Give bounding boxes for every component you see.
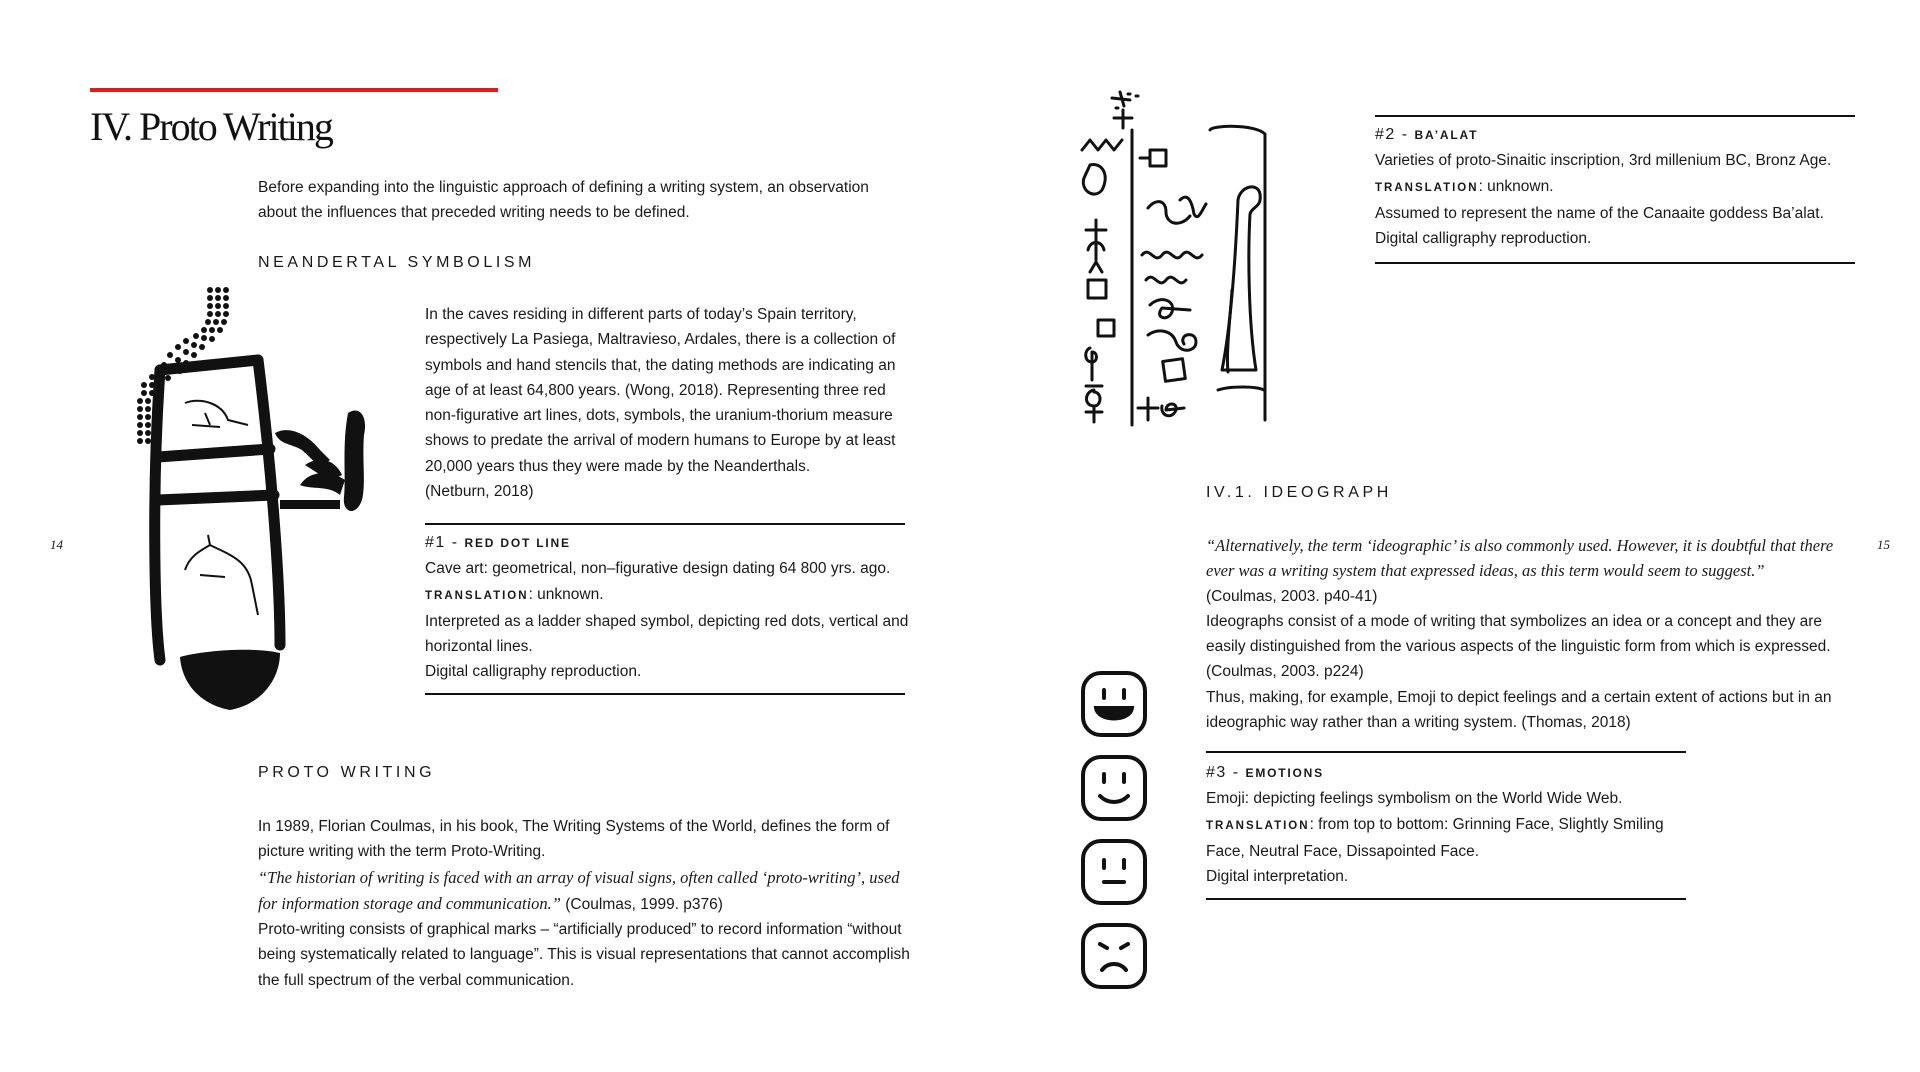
wave-2 [1146, 277, 1186, 283]
caption1-top-rule [425, 523, 905, 525]
curl-1 [1150, 300, 1190, 318]
ideograph-quote: “Alternatively, the term ‘ideographic’ is also commonly used. However, it is doubtful that there ever was a writing system that expressed ideas, as this term would seem to suggest.” [1206, 536, 1834, 581]
caption1-line3: Interpreted as a ladder shaped symbol, depicting red dots, vertical and horizontal lines. [425, 612, 909, 656]
caption3-bottom-rule [1206, 898, 1686, 900]
animal-2 [185, 535, 258, 615]
ideograph-citation-1: (Coulmas, 2003. p40-41) [1206, 587, 1378, 605]
caption2-translation-value: : unknown. [1478, 177, 1554, 195]
dark-cap [180, 650, 280, 710]
ideograph-citation-2: (Coulmas, 2003. p224) [1206, 663, 1364, 681]
proto-quote-block [258, 865, 913, 918]
grinning-face-icon [1083, 673, 1145, 735]
snake-1 [1148, 202, 1190, 224]
caption-emotions [1206, 760, 1696, 889]
caption1-name: RED DOT LINE [464, 536, 571, 550]
caption1-bottom-rule [425, 693, 905, 695]
box-2 [1088, 280, 1106, 298]
caption3-translation-value: : from top to bottom: Grinning Face, Slightly Smiling Face, Neutral Face, Dissapointed Face. [1206, 815, 1664, 860]
caption3-translation-label: TRANSLATION [1206, 819, 1310, 832]
caption1-translation-value: : unknown. [528, 585, 604, 603]
frame-right [1210, 126, 1265, 420]
neandertal-body [425, 302, 910, 504]
ideograph-paragraph-1: Ideographs consist of a mode of writing that symbolizes an idea or a concept and they are easily distinguished from the various aspects of the linguistic form from which is expressed. [1206, 612, 1831, 656]
caption1-translation [425, 582, 910, 609]
loops-vertical [1086, 348, 1102, 422]
caption2-bottom-rule [1375, 262, 1855, 264]
oval-1 [1083, 165, 1105, 195]
neandertal-paragraph: In the caves residing in different parts of today’s Spain territory, respectively La Pasiega, Maltravieso, Ardales, there is a collection of symbols and hand stencils that, the dating methods are indicating an age of at least 64,800 years. (Wong, 2018). Representing three red non-figurative art lines, dots, symbols, the uranium-thorium measure shows to predate the arrival of modern humans to Europe by at least 20,000 years thus they were made by the Neanderthals. [425, 306, 896, 475]
page-number-right: 15 [1877, 537, 1890, 552]
caption1-translation-label: TRANSLATION [425, 589, 529, 602]
person-glyph [1086, 220, 1106, 272]
caption3-translation [1206, 812, 1696, 865]
caption2-top-rule [1375, 115, 1855, 117]
box-4 [1163, 359, 1186, 382]
neandertal-heading: NEANDERTAL SYMBOLISM [258, 254, 536, 271]
caption3-name: EMOTIONS [1245, 766, 1324, 780]
ideograph-paragraph-2: Thus, making, for example, Emoji to depict feelings and a certain extent of actions but in an ideographic way rather than a writing system. (Thomas, 2018) [1206, 688, 1832, 732]
caption3-top-rule [1206, 751, 1686, 753]
chapter-title: IV. Proto Writing [90, 104, 332, 149]
proto-writing-heading: PROTO WRITING [258, 764, 436, 781]
caption-baalat [1375, 122, 1865, 251]
neutral-face-icon [1083, 841, 1145, 903]
caption1-title [425, 530, 910, 556]
snake-2 [1180, 197, 1206, 217]
neandertal-citation: (Netburn, 2018) [425, 483, 534, 501]
caption2-translation-label: TRANSLATION [1375, 181, 1479, 194]
hand-figure [275, 410, 365, 511]
caption3-line3: Digital interpretation. [1206, 868, 1349, 886]
box-3 [1098, 320, 1114, 336]
emoji-faces-illustration [1080, 670, 1150, 990]
proto-writing-body [258, 814, 913, 993]
ideograph-body [1206, 533, 1846, 735]
caption1-number: #1 - [425, 534, 465, 551]
caption2-name: BA’ALAT [1414, 128, 1479, 142]
wave-1 [1142, 252, 1202, 258]
caption1-line1: Cave art: geometrical, non–figurative design dating 64 800 yrs. ago. [425, 560, 891, 578]
proto-paragraph-2: Proto-writing consists of graphical marks – “artificially produced” to record information “without being systematically related to language”. This is visual representations that cannot accomplish the full spectrum of the verbal communication. [258, 921, 910, 989]
intro-paragraph: Before expanding into the linguistic approach of defining a writing system, an observation about the influences that preceded writing needs to be defined. [258, 179, 869, 222]
bottom-glyph [1138, 398, 1184, 420]
curl-2 [1148, 331, 1196, 350]
figure-inner [1218, 187, 1264, 390]
proto-quote-citation: (Coulmas, 1999. p376) [560, 895, 723, 913]
proto-paragraph-1: In 1989, Florian Coulmas, in his book, The Writing Systems of the World, defines the form of picture writing with the term Proto-Writing. [258, 818, 890, 861]
caption2-translation [1375, 174, 1865, 201]
ladder [155, 360, 280, 660]
caption-red-dot-line [425, 530, 910, 685]
slightly-smiling-face-icon [1083, 757, 1145, 819]
top-glyph [1112, 92, 1132, 128]
caption2-line1: Varieties of proto-Sinaitic inscription, 3rd millenium BC, Bronz Age. [1375, 152, 1832, 170]
caption3-line1: Emoji: depicting feelings symbolism on the World Wide Web. [1206, 790, 1623, 808]
figure-stand [1227, 290, 1232, 372]
red-dot-line-illustration [130, 285, 370, 710]
caption3-title [1206, 760, 1696, 786]
zigzag-1 [1082, 140, 1122, 150]
proto-quote: “The historian of writing is faced with an array of visual signs, often called ‘proto-writing’, used for information storage and communication.” [258, 867, 900, 913]
caption2-line3: Assumed to represent the name of the Canaaite goddess Ba’alat. [1375, 204, 1824, 222]
chapter-accent-rule [90, 88, 498, 92]
box-1 [1150, 150, 1166, 166]
baalat-inscription-illustration [1080, 90, 1330, 430]
disappointed-face-icon [1083, 925, 1145, 987]
page-number-left: 14 [50, 537, 63, 552]
caption2-line4: Digital calligraphy reproduction. [1375, 230, 1592, 248]
caption2-title [1375, 122, 1865, 148]
animal-1 [185, 401, 248, 427]
ideograph-heading: IV.1. IDEOGRAPH [1206, 484, 1392, 501]
caption3-number: #3 - [1206, 764, 1246, 781]
caption2-number: #2 - [1375, 126, 1415, 143]
caption1-line4: Digital calligraphy reproduction. [425, 663, 642, 681]
